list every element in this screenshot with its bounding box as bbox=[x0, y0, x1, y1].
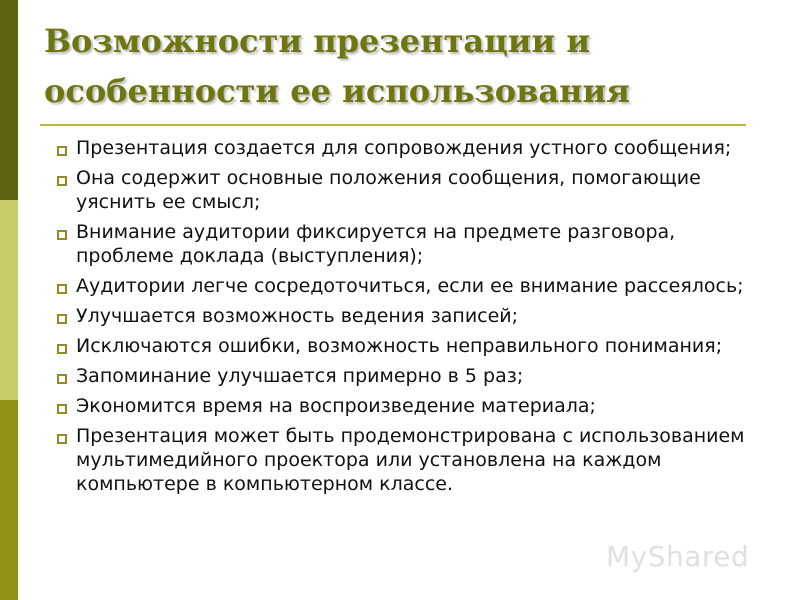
slide-title bbox=[44, 16, 764, 116]
watermark-logo: MyShared bbox=[606, 540, 750, 573]
bullet-square-icon bbox=[57, 314, 67, 324]
bullet-text: Внимание аудитории фиксируется на предмете разговора, проблеме доклада (выступления); bbox=[76, 221, 676, 267]
bullet-item bbox=[56, 364, 756, 388]
bullet-list bbox=[56, 130, 756, 496]
slide-title-line-2: особенности ее использования bbox=[44, 72, 630, 110]
bullet-item bbox=[56, 136, 756, 160]
bullet-square-icon bbox=[57, 404, 67, 414]
bullet-text: Экономится время на воспроизведение материала; bbox=[76, 395, 596, 417]
bullet-item bbox=[56, 220, 756, 268]
title-divider bbox=[40, 124, 746, 126]
bullet-square-icon bbox=[57, 374, 67, 384]
bullet-text: Презентация создается для сопровождения устного сообщения; bbox=[76, 137, 732, 159]
bullet-item bbox=[56, 424, 756, 496]
side-bar-bottom bbox=[0, 400, 18, 600]
bullet-item bbox=[56, 304, 756, 328]
bullet-text: Улучшается возможность ведения записей; bbox=[76, 305, 519, 327]
bullet-item bbox=[56, 166, 756, 214]
side-bar-middle bbox=[0, 200, 18, 400]
bullet-text: Аудитории легче сосредоточиться, если ее внимание рассеялось; bbox=[76, 275, 744, 297]
bullet-text: Презентация может быть продемонстрирована с использованием мультимедийного проектора или установлена на каждом компьютере в компьютерном классе. bbox=[76, 425, 745, 495]
bullet-square-icon bbox=[57, 230, 67, 240]
bullet-text: Она содержит основные положения сообщения, помогающие уяснить ее смысл; bbox=[76, 167, 701, 213]
bullet-text: Исключаются ошибки, возможность неправильного понимания; bbox=[76, 335, 723, 357]
bullet-square-icon bbox=[57, 176, 67, 186]
side-bar-top bbox=[0, 0, 18, 200]
bullet-item bbox=[56, 274, 756, 298]
bullet-square-icon bbox=[57, 284, 67, 294]
bullet-item bbox=[56, 394, 756, 418]
bullet-square-icon bbox=[57, 146, 67, 156]
bullet-square-icon bbox=[57, 344, 67, 354]
slide-title-line-1: Возможности презентации и bbox=[44, 22, 591, 60]
bullet-text: Запоминание улучшается примерно в 5 раз; bbox=[76, 365, 524, 387]
bullet-item bbox=[56, 334, 756, 358]
bullet-square-icon bbox=[57, 434, 67, 444]
